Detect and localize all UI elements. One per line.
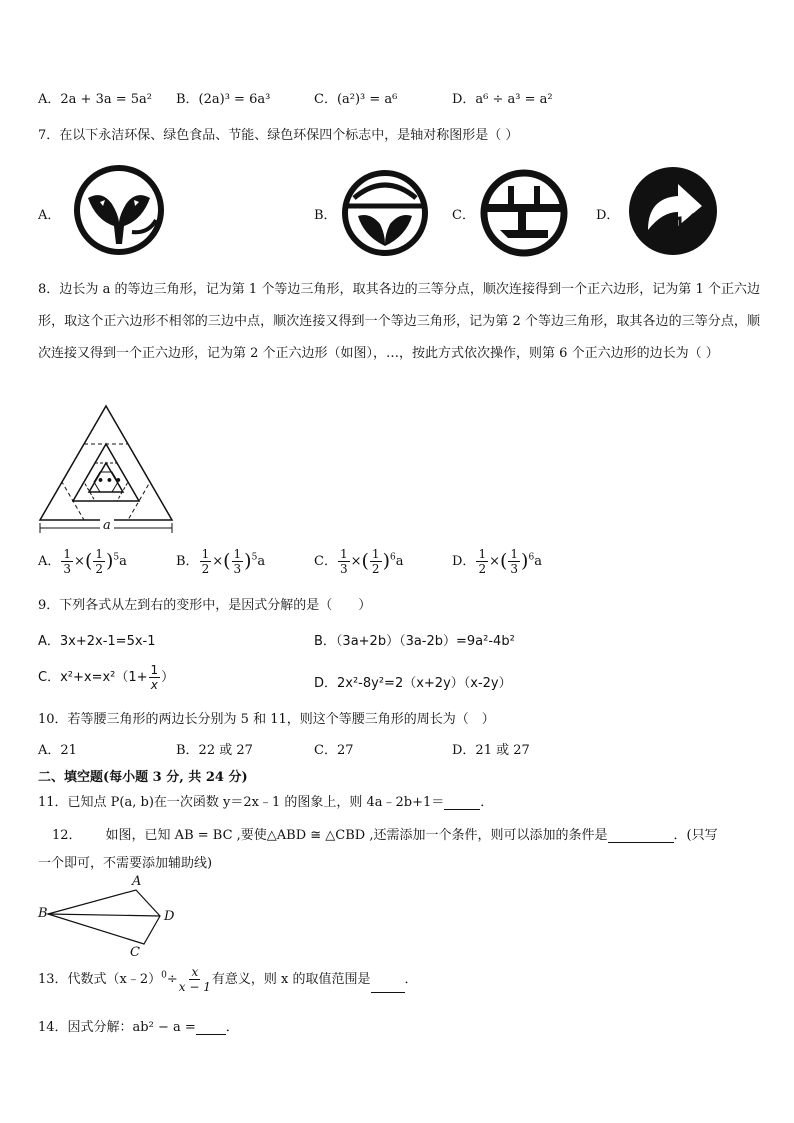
q7-option-b-label: B． (314, 208, 337, 223)
q7-option-d-label: D． (596, 208, 620, 223)
q6-option-a: A．2a + 3a = 5a² (38, 92, 152, 107)
q11-answer-blank[interactable] (444, 794, 480, 810)
q6-option-d: D．a⁶ ÷ a³ = a² (452, 92, 553, 107)
q12-quadrilateral-figure (36, 874, 176, 958)
q10-option-b: B．22 或 27 (176, 743, 253, 758)
q12-label-a: A (132, 874, 142, 889)
q10-stem: 10．若等腰三角形的两边长分别为 5 和 11，则这个等腰三角形的周长为（ ） (38, 712, 495, 727)
q11-text: 11．已知点 P(a, b)在一次函数 y＝2x﹣1 的图象上，则 4a﹣2b+1＝ ． (38, 795, 494, 810)
q12-label-c: C (130, 945, 140, 960)
q8-triangle-figure (36, 402, 176, 536)
q9-option-a: A．3x+2x-1=5x-1 (38, 634, 156, 649)
q7-stem: 7．在以下永洁环保、绿色食品、节能、绿色环保四个标志中，是轴对称图形是（ ） (38, 128, 519, 143)
q8-option-d: D． $\frac{1}{2}$ ×( $\frac{1}{3}$ )$^6$a (452, 547, 542, 576)
q12-label-b: B (38, 906, 48, 921)
q12-line1: 12． 如图，已知 AB = BC ,要使△ABD ≅ △CBD ,还需添加一个条件，则可以添加的条件是 ．(只写 (52, 828, 718, 843)
q14-answer-blank[interactable] (196, 1019, 226, 1035)
recycle-arrow-logo-icon (626, 164, 720, 258)
q8-option-b: B． $\frac{1}{2}$ ×( $\frac{1}{3}$ )$^5$a (176, 547, 266, 576)
q9-option-d: D．2x²-8y²=2（x+2y）（x-2y） (314, 676, 512, 691)
q10-option-d: D．21 或 27 (452, 743, 530, 758)
q12-line2: 一个即可，不需要添加辅助线) (38, 856, 213, 871)
q6-option-c: C．(a²)³ = a⁶ (314, 92, 398, 107)
q9-option-c: C．x²+x=x²（1+ $\frac{1}{x}$ ） (38, 663, 175, 692)
energy-saving-logo-icon (478, 168, 570, 258)
q9-stem: 9．下列各式从左到右的变形中，是因式分解的是（ ） (38, 598, 372, 613)
q14-text: 14．因式分解：ab² − a = ． (38, 1020, 239, 1035)
q10-option-c: C．27 (314, 743, 354, 758)
q9-option-b: B．（3a+2b）（3a-2b）=9a²-4b² (314, 634, 515, 649)
q8-figure-side-label: a (100, 518, 114, 533)
q8-figure-dots: • • • (97, 474, 121, 487)
green-food-logo-icon (340, 168, 430, 258)
q13-text: 13．代数式（x﹣2）$^0$÷ $\frac{x}{x - 1}$ 有意义，则 x 的取值范围是 ． (38, 965, 418, 994)
q7-option-c-label: C． (452, 208, 475, 223)
q8-option-a: A． $\frac{1}{3}$ ×( $\frac{1}{2}$ )$^5$a (38, 547, 127, 576)
section-title-fill-in: 二、填空题(每小题 3 分, 共 24 分) (38, 770, 248, 785)
environment-logo-icon (72, 164, 168, 258)
q10-option-a: A．21 (38, 743, 77, 758)
q12-answer-blank[interactable] (608, 827, 674, 843)
q8-stem: 8．边长为 a 的等边三角形，记为第 1 个等边三角形，取其各边的三等分点，顺次连接得到一个正六边形，记为第 1 个正六边形，取这个正六边形不相邻的三边中点，顺次连接又得到一个等边三角形，记为第 2 个等边三角形，取其各边的三等分点，顺次连接又得到一个正六边形，记为第 2 个正六边形（如图），…，按此方式依次操作，则第 6 个正六边形的边长为（ ） (38, 282, 760, 361)
q13-answer-blank[interactable] (371, 977, 405, 993)
q7-option-a-label: A． (38, 208, 61, 223)
q6-option-b: B．(2a)³ = 6a³ (176, 92, 271, 107)
q8-option-c: C． $\frac{1}{3}$ ×( $\frac{1}{2}$ )$^6$a (314, 547, 404, 576)
q12-label-d: D (164, 909, 175, 924)
